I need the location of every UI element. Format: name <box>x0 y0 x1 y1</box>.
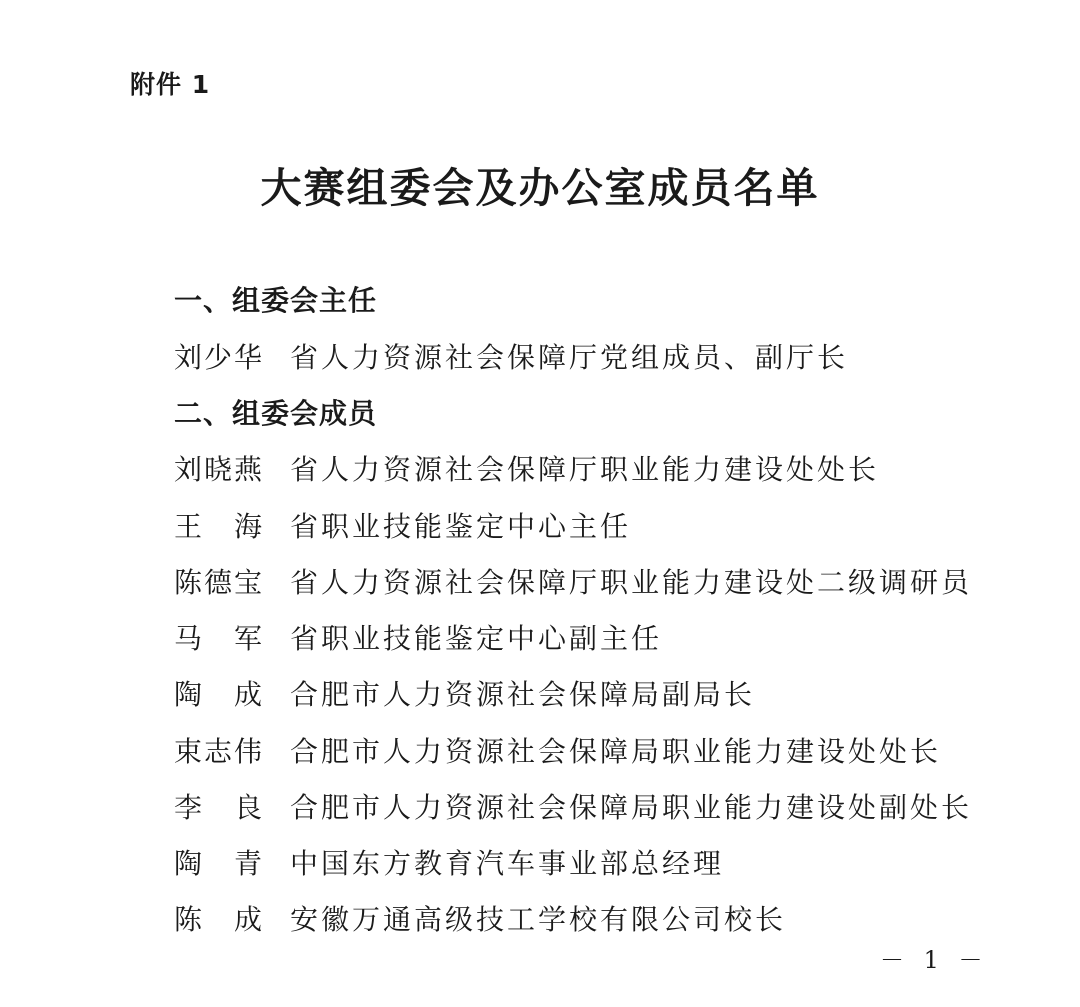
member-row <box>174 790 973 826</box>
member-role: 安徽万通高级技工学校有限公司校长 <box>290 903 787 936</box>
section-heading-director: 一、组委会主任 <box>174 284 378 317</box>
member-name: 刘晓燕 <box>174 453 265 486</box>
member-row <box>174 621 663 657</box>
member-role: 合肥市人力资源社会保障局职业能力建设处处长 <box>290 735 942 768</box>
member-row <box>174 734 942 770</box>
member-name: 刘少华 <box>174 341 265 374</box>
member-name: 王 海 <box>174 510 265 543</box>
member-name: 陶 成 <box>174 678 265 711</box>
member-name: 李 良 <box>174 791 265 824</box>
attachment-label: 附件 1 <box>130 70 211 99</box>
member-row <box>174 340 849 376</box>
member-role: 省人力资源社会保障厅职业能力建设处处长 <box>290 453 880 486</box>
member-name: 马 军 <box>174 622 265 655</box>
member-name: 束志伟 <box>174 735 265 768</box>
page-number: － 1 － <box>880 946 989 974</box>
member-row <box>174 509 632 545</box>
member-role: 中国东方教育汽车事业部总经理 <box>290 847 725 880</box>
member-row <box>174 902 787 938</box>
member-role: 省职业技能鉴定中心副主任 <box>290 622 663 655</box>
member-name: 陈 成 <box>174 903 265 936</box>
member-role: 合肥市人力资源社会保障局职业能力建设处副处长 <box>290 791 973 824</box>
member-name: 陶 青 <box>174 847 265 880</box>
member-row <box>174 452 880 488</box>
member-role: 省人力资源社会保障厅职业能力建设处二级调研员 <box>290 566 973 599</box>
member-role: 省职业技能鉴定中心主任 <box>290 510 632 543</box>
member-row <box>174 565 973 601</box>
member-role: 合肥市人力资源社会保障局副局长 <box>290 678 756 711</box>
document-title: 大赛组委会及办公室成员名单 <box>260 164 820 212</box>
member-name: 陈德宝 <box>174 566 265 599</box>
member-row <box>174 846 725 882</box>
section-heading-members: 二、组委会成员 <box>174 397 378 430</box>
member-row <box>174 677 756 713</box>
member-role: 省人力资源社会保障厅党组成员、副厅长 <box>290 341 849 374</box>
